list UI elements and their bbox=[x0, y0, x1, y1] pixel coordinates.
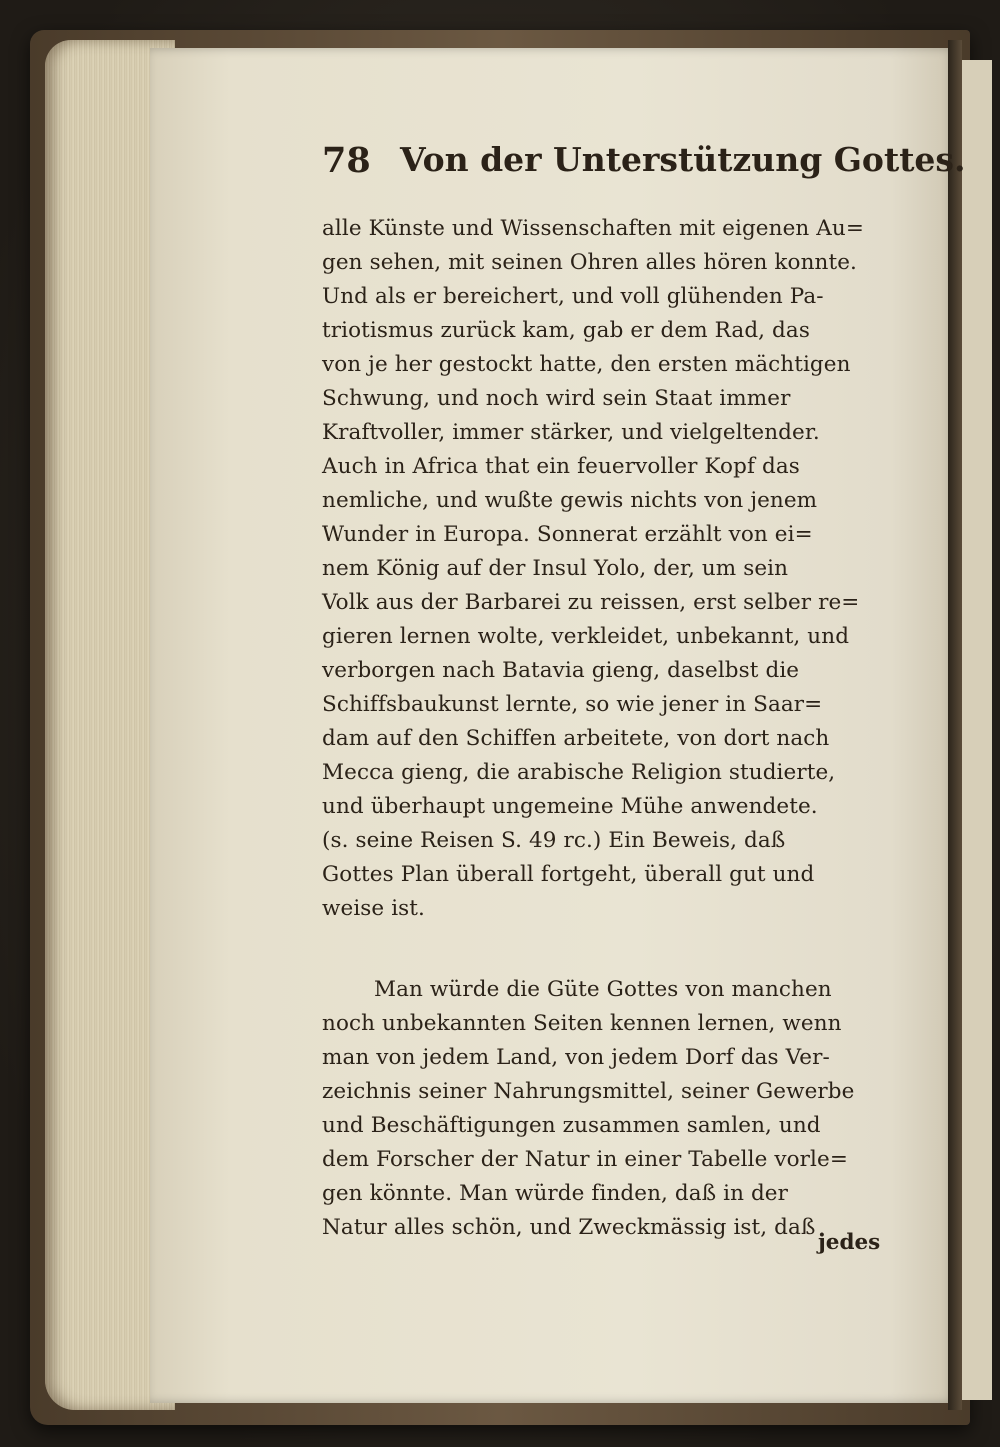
text-line: Schwung, und noch wird sein Staat immer bbox=[322, 386, 791, 411]
catchword: jedes bbox=[818, 1230, 881, 1255]
text-line: Man würde die Güte Gottes von manchen bbox=[374, 977, 832, 1002]
text-line: Schiffsbaukunst lernte, so wie jener in Saar= bbox=[322, 692, 823, 717]
text-line: Und als er bereichert, und voll glühenden Pa- bbox=[322, 284, 824, 309]
text-line: nemliche, und wußte gewis nichts von jenem bbox=[322, 488, 818, 513]
text-line: nem König auf der Insul Yolo, der, um sein bbox=[322, 556, 789, 581]
book-gutter bbox=[948, 40, 962, 1410]
text-line: verborgen nach Batavia gieng, daselbst die bbox=[322, 658, 800, 683]
text-line: Natur alles schön, und Zweckmässig ist, daß bbox=[322, 1215, 816, 1240]
text-line: weise ist. bbox=[322, 896, 425, 921]
text-line: gen sehen, mit seinen Ohren alles hören konnte. bbox=[322, 250, 857, 275]
text-line: von je her gestockt hatte, den ersten mächtigen bbox=[322, 352, 851, 377]
text-line: man von jedem Land, von jedem Dorf das Ver- bbox=[322, 1045, 830, 1070]
text-line: Gottes Plan überall fortgeht, überall gut und bbox=[322, 862, 815, 887]
text-line: gieren lernen wolte, verkleidet, unbekannt, und bbox=[322, 624, 850, 649]
text-line: dam auf den Schiffen arbeitete, von dort nach bbox=[322, 726, 830, 751]
text-line: triotismus zurück kam, gab er dem Rad, das bbox=[322, 318, 810, 343]
text-line: Wunder in Europa. Sonnerat erzählt von ei= bbox=[322, 522, 813, 547]
text-line: zeichnis seiner Nahrungsmittel, seiner Gewerbe bbox=[322, 1079, 855, 1104]
text-line: Mecca gieng, die arabische Religion studierte, bbox=[322, 760, 836, 785]
text-line: und überhaupt ungemeine Mühe anwendete. bbox=[322, 794, 818, 819]
paragraph-gap bbox=[322, 926, 887, 973]
facing-page-edge bbox=[962, 60, 992, 1400]
text-line: alle Künste und Wissenschaften mit eigenen Au= bbox=[322, 216, 864, 241]
text-line: Volk aus der Barbarei zu reissen, erst selber re= bbox=[322, 590, 860, 615]
text-line: und Beschäftigungen zusammen samlen, und bbox=[322, 1113, 821, 1138]
text-line: Auch in Africa that ein feuervoller Kopf das bbox=[322, 454, 800, 479]
page-header bbox=[322, 140, 966, 188]
text-line: gen könnte. Man würde finden, daß in der bbox=[322, 1181, 789, 1206]
running-head: Von der Unterstützung Gottes. bbox=[400, 140, 966, 179]
text-line: noch unbekannten Seiten kennen lernen, wenn bbox=[322, 1011, 842, 1036]
text-line: (s. seine Reisen S. 49 rc.) Ein Beweis, daß bbox=[322, 828, 786, 853]
body-text bbox=[322, 212, 887, 1245]
text-line: dem Forscher der Natur in einer Tabelle vorle= bbox=[322, 1147, 848, 1172]
text-line: Kraftvoller, immer stärker, und vielgeltender. bbox=[322, 420, 820, 445]
page-number: 78 bbox=[322, 140, 371, 181]
